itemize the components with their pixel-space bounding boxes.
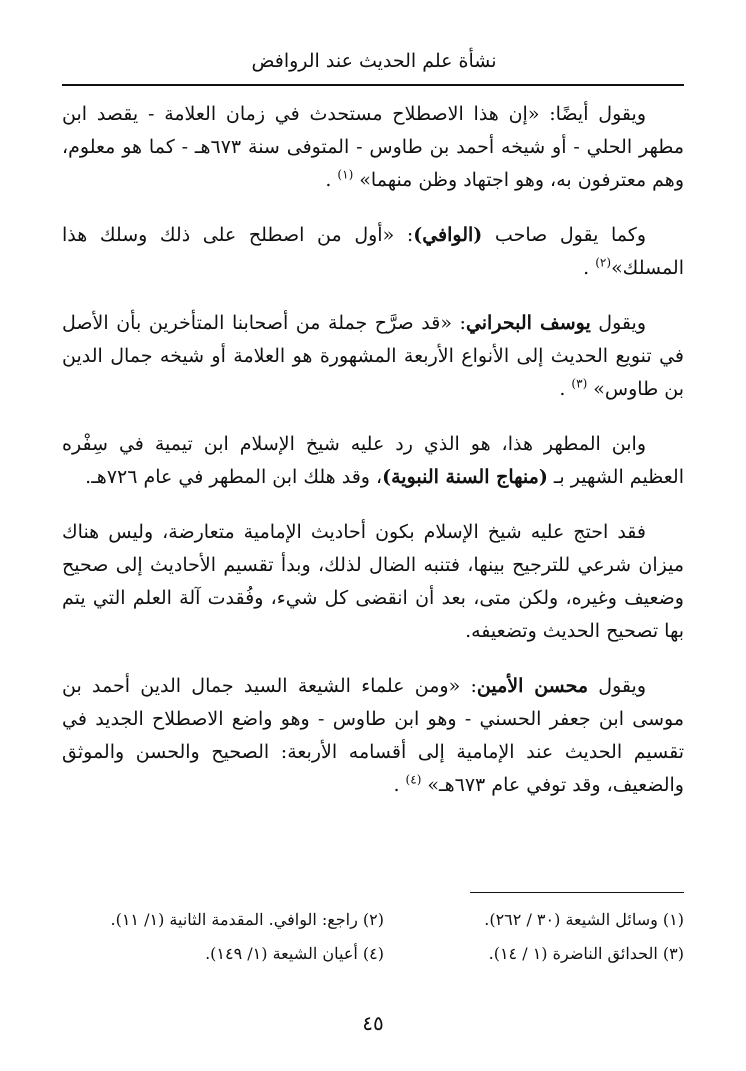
- footnotes: [62, 903, 684, 971]
- author-name-bahrani: يوسف البحراني: [465, 312, 591, 334]
- paragraph-4-lead: وابن المطهر هذا، هو الذي رد عليه شيخ الإسلام ابن تيمية في سِفْره العظيم الشهير بـ: [62, 433, 684, 488]
- paragraph-2-lead: وكما يقول صاحب: [482, 224, 646, 246]
- paragraph-6-lead: ويقول: [588, 675, 646, 697]
- paragraph-4-end: ، وقد هلك ابن المطهر في عام ٧٢٦هـ.: [85, 466, 383, 488]
- paragraph-3-quote: : «قد صرَّح جملة من أصحابنا المتأخرين بأن الأصل في تنويع الحديث إلى الأنواع الأربعة المشهورة هو العلامة أو شيخه جمال الدين بن طاوس»: [62, 312, 684, 400]
- footnote-4: (٤) أعيان الشيعة (١/ ١٤٩).: [205, 944, 384, 963]
- footnote-3: (٣) الحدائق الناضرة (١ / ١٤).: [488, 944, 684, 963]
- page-number: ٤٥: [362, 1011, 384, 1035]
- footnote-2: (٢) راجع: الوافي. المقدمة الثانية (١/ ١١).: [110, 910, 384, 929]
- paragraph-4: [62, 428, 684, 494]
- paragraph-2: [62, 219, 684, 285]
- paragraph-3-end: .: [559, 378, 566, 400]
- paragraph-6-end: .: [393, 774, 400, 796]
- paragraph-2-end: .: [583, 257, 590, 279]
- footnote-1: (١) وسائل الشيعة (٣٠ / ٢٦٢).: [484, 910, 684, 929]
- footnote-separator: [470, 892, 684, 893]
- footnote-ref-2[interactable]: (٢): [595, 255, 612, 270]
- footnote-ref-3[interactable]: (٣): [571, 376, 588, 391]
- paragraph-1-text: ويقول أيضًا: «إن هذا الاصطلاح مستحدث في زمان العلامة - يقصد ابن مطهر الحلي - أو شيخه أحمد بن طاوس - المتوفى سنة ٦٧٣هـ - كما هو معلوم، وهم معترفون به، وهو اجتهاد وظن منهما»: [62, 103, 684, 191]
- paragraph-1-end: .: [325, 169, 332, 191]
- paragraph-1: [62, 98, 684, 197]
- book-name-minhaj: (منهاج السنة النبوية): [382, 466, 548, 488]
- paragraph-6-quote: : «ومن علماء الشيعة السيد جمال الدين أحمد بن موسى ابن جعفر الحسني - وهو ابن طاوس - وهو واضع الاصطلاح الجديد في تقسيم الحديث عند الإمامية إلى أقسامه الأربعة: الصحيح والحسن والموثق والضعيف، وقد توفي عام ٦٧٣هـ»: [62, 675, 684, 796]
- book-name-wafi: (الوافي): [413, 224, 483, 246]
- footnote-ref-4[interactable]: (٤): [405, 772, 422, 787]
- body-text: [62, 98, 684, 824]
- paragraph-3-lead: ويقول: [590, 312, 647, 334]
- author-name-amin: محسن الأمين: [476, 675, 589, 697]
- running-header-title: نشأة علم الحديث عند الروافض: [251, 50, 497, 72]
- paragraph-3: [62, 307, 684, 406]
- header-rule: [62, 84, 684, 86]
- paragraph-5: [62, 516, 684, 648]
- footnote-ref-1[interactable]: (١): [337, 167, 354, 182]
- paragraph-5-text: فقد احتج عليه شيخ الإسلام بكون أحاديث الإمامية متعارضة، وليس هناك ميزان شرعي للترجيح بينها، فتنبه الضال لذلك، وبدأ تقسيم الأحاديث إلى صحيح وضعيف وغيره، ولكن متى، بعد أن انقضى كل شيء، وفُقدت آلة العلم التي يتم بها تصحيح الحديث وتضعيفه.: [62, 521, 684, 642]
- paragraph-2-quote: : «أول من اصطلح على ذلك وسلك هذا المسلك»: [62, 224, 684, 279]
- footnote-row: [62, 937, 684, 971]
- footnote-row: [62, 903, 684, 937]
- paragraph-6: [62, 670, 684, 802]
